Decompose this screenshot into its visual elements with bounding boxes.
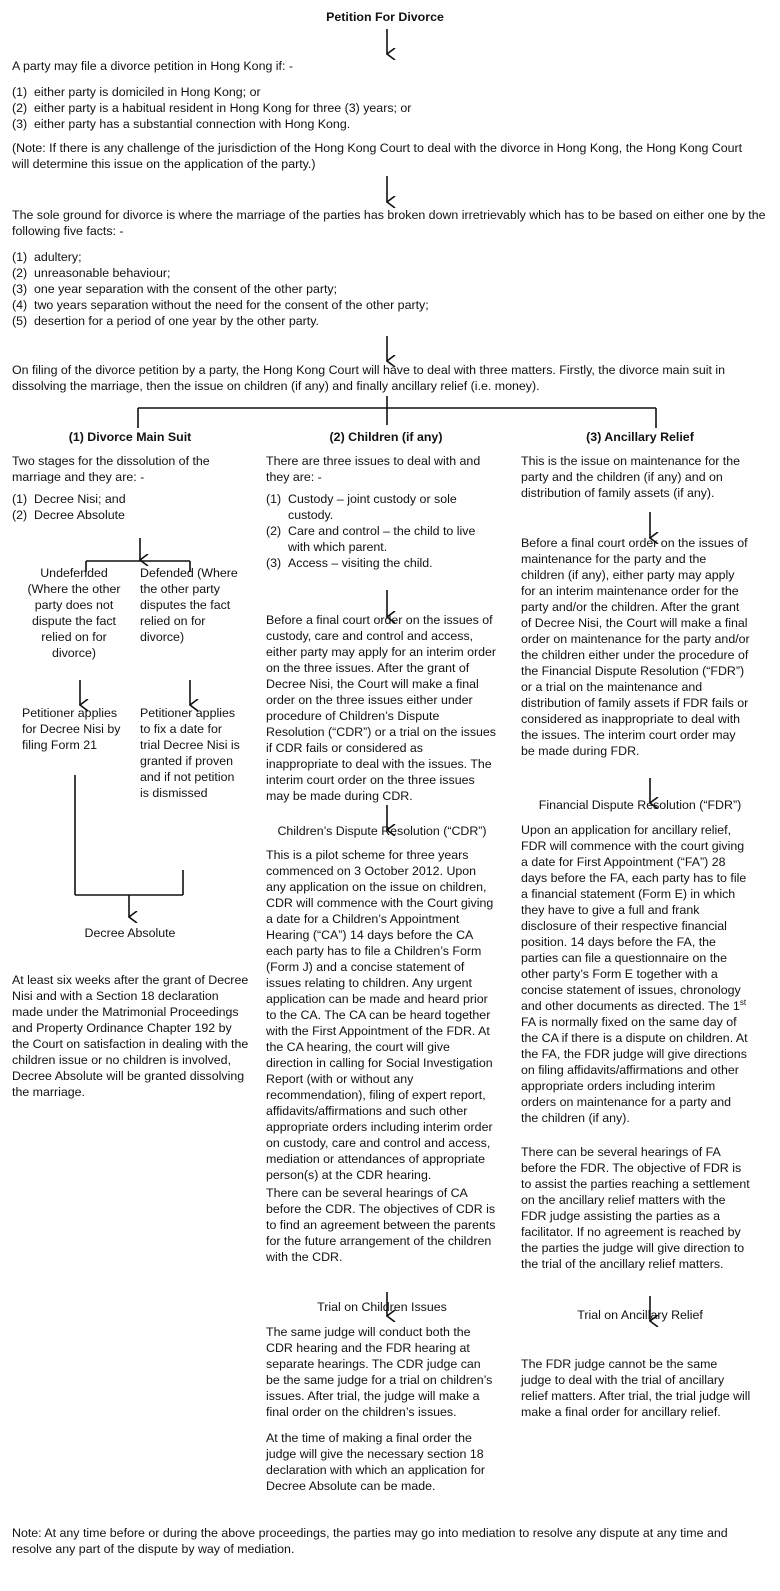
trial-children-heading: Trial on Children Issues (317, 1300, 447, 1314)
list-item: (4) two years separation without the need for the consent of the other party; (12, 298, 429, 312)
trial-children-text: The same judge will conduct both the CDR hearing and the FDR hearing at separate hearings. The CDR judge can be the same judge for a trial on children’s issues. After trial, the judge will make a final order on the children’s issues. (266, 1325, 493, 1419)
undefended-label: Undefended (Where the other party does not dispute the fact relied on for divorce) (27, 566, 121, 660)
col2-interim-text: Before a final court order on the issues of custody, care and control and access, either party may apply for an interim order on the three issues. After the grant of Decree Nisi, the Court will make a final order on the three issues either under procedure of Children’s Dispute Resolution (“CDR”) or a trial on the issues if CDR fails or considered as inappropriate to deal with the issues. The interim court order on the three issues may be made during CDR. (266, 613, 497, 803)
grounds-lead: The sole ground for divorce is where the marriage of the parties has broken down irretrievably which has to be based on either one by the following five facts: - (12, 208, 766, 238)
list-item: (2) Care and control – the child to live with which parent. (266, 524, 476, 554)
col2-intro-block (266, 453, 496, 571)
list-item: (2) either party is a habitual resident in Hong Kong for three (3) years; or (12, 101, 412, 115)
col2-intro: There are three issues to deal with and they are: - (266, 454, 481, 484)
intro-section (12, 58, 762, 172)
trial-ancillary-heading: Trial on Ancillary Relief (577, 1308, 703, 1322)
list-item: (1) Custody – joint custody or sole custody. (266, 492, 457, 522)
col3-interim-text: Before a final court order on the issues of maintenance for the party and the children (if any), either party may apply for an interim maintenance order for the party and/or the children. After the grant of Decree Nisi, the Court will make a final order on maintenance for the party and/or the children either under the procedure of the Financial Dispute Resolution (“FDR”) or a trial on the maintenance and distribution of family assets if FDR fails or considered as inappropriate to deal with the issues. The interim court order may be made during FDR. (521, 536, 750, 758)
list-item: (2) unreasonable behaviour; (12, 266, 171, 280)
decree-absolute-text: At least six weeks after the grant of Decree Nisi and with a Section 18 declaration made under the Matrimonial Proceedings and Property Ordinance Chapter 192 by the Court on satisfaction in dealing with the children issue or no children is involved, Decree Absolute will be granted dissolving the marriage. (12, 973, 249, 1099)
col1-heading: (1) Divorce Main Suit (68, 430, 192, 444)
trial-children-text-2: At the time of making a final order the judge will give the necessary section 18 declaration with which an application for Decree Absolute can be made. (266, 1431, 486, 1493)
intro-lead: A party may file a divorce petition in Hong Kong if: - (12, 59, 293, 73)
cdr-heading: Children’s Dispute Resolution (“CDR”) (277, 824, 487, 838)
list-item: (3) Access – visiting the child. (266, 556, 433, 570)
fdr-text: Upon an application for ancillary relief, FDR will commence with the court giving a date for First Appointment (“FA”) 28 days before the FA, each party has to file a financial statement (Form E) in which they have to give a full and frank disclosure of their respective financial position. 14 days before the FA, the parties can file a questionnaire on the other party’s Form E together with a concise statement of issues, chronology and other documents as directed. The 1st FA is normally fixed on the same day of the CA if there is a dispute on children. At the FA, the FDR judge will give directions on filing affidavits/affirmations and other appropriate orders including interim orders on maintenance for a party and the children (if any). (521, 823, 748, 1125)
col3-intro: This is the issue on maintenance for the party and the children (if any) and on distribution of family assets (if any). (521, 454, 741, 500)
list-item: (1) either party is domiciled in Hong Kong; or (12, 85, 261, 99)
decree-absolute-heading: Decree Absolute (84, 926, 176, 940)
petitioner-undefended: Petitioner applies for Decree Nisi by filing Form 21 (22, 706, 121, 752)
col3-heading: (3) Ancillary Relief (586, 430, 694, 444)
col2-list (266, 491, 496, 571)
petitioner-defended: Petitioner applies to fix a date for trial Decree Nisi is granted if proven and if not petition is dismissed (140, 706, 240, 800)
list-item: (5) desertion for a period of one year by the other party. (12, 314, 319, 328)
fdr-heading: Financial Dispute Resolution (“FDR”) (538, 798, 742, 812)
list-item: (3) one year separation with the consent of the other party; (12, 282, 338, 296)
grounds-section (12, 207, 767, 329)
list-item: (2) Decree Absolute (12, 508, 125, 522)
col1-intro-block (12, 453, 232, 523)
cdr-text-2: There can be several hearings of CA before the CDR. The objectives of CDR is to find an agreement between the parents for the future arrangement of the children with the CDR. (266, 1186, 496, 1264)
filing-text: On filing of the divorce petition by a party, the Hong Kong Court will have to deal with three matters. Firstly, the divorce main suit in dissolving the marriage, then the issue on children (if any) and finally ancillary relief (i.e. money). (12, 363, 726, 393)
page-title: Petition For Divorce (326, 10, 444, 24)
col2-heading: (2) Children (if any) (329, 430, 443, 444)
col1-list (12, 491, 232, 523)
trial-ancillary-text: The FDR judge cannot be the same judge to deal with the trial of ancillary relief matters. After trial, the trial judge will make a final order for ancillary relief. (521, 1357, 751, 1419)
col1-intro: Two stages for the dissolution of the marriage and they are: - (12, 454, 210, 484)
list-item: (1) adultery; (12, 250, 82, 264)
fdr-text-2: There can be several hearings of FA before the FDR. The objective of FDR is to assist the parties reaching a settlement on the ancillary relief matters with the FDR judge assisting the parties as a facilitator. If no agreement is reached by the parties the judge will give direction to the trial of the ancillary relief matters. (521, 1145, 750, 1271)
footer-note: Note: At any time before or during the above proceedings, the parties may go into mediation to resolve any dispute at any time and resolve any part of the dispute by way of mediation. (12, 1526, 728, 1556)
list-item: (3) either party has a substantial connection with Hong Kong. (12, 117, 351, 131)
intro-list (12, 84, 762, 132)
grounds-list (12, 249, 767, 329)
list-item: (1) Decree Nisi; and (12, 492, 126, 506)
intro-note: (Note: If there is any challenge of the jurisdiction of the Hong Kong Court to deal with the divorce in Hong Kong, the Hong Kong Court will determine this issue on the application of the party.) (12, 141, 743, 171)
defended-label: Defended (Where the other party disputes the fact relied on for divorce) (140, 566, 238, 644)
cdr-text: This is a pilot scheme for three years commenced on 3 October 2012. Upon any application on the issue on children, CDR will commence with the Court giving a date for a Children’s Appointment Hearing (“CA”) 14 days before the CA each party has to file a Children’s Form (Form J) and a concise statement of issues relating to children. Any urgent application can be made and heard prior to the CA. The CA can be heard together with the First Appointment of the FDR. At the CA hearing, the court will give direction in calling for Social Investigation Report (with or without any recommendation), filing of expert report, affidavits/affirmations and such other appropriate orders including interim order on custody, care and control and access, mediation or attendances of appropriate person(s) at the CDR hearing. (266, 848, 494, 1182)
